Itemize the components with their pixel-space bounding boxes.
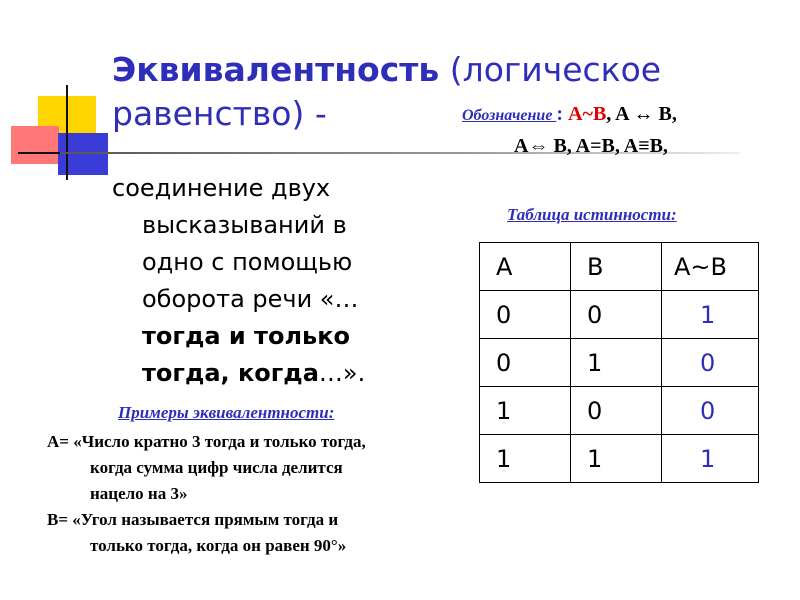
header-a: A xyxy=(480,243,571,291)
definition-line-1: соединение двух xyxy=(112,174,331,202)
cell-a: 0 xyxy=(480,291,571,339)
cell-result: 1 xyxy=(662,291,759,339)
truth-table-heading: Таблица истинности: xyxy=(507,205,677,224)
cell-result: 1 xyxy=(662,435,759,483)
title-term: Эквивалентность xyxy=(112,50,440,89)
example-a-line-2: когда сумма цифр числа делится xyxy=(90,458,343,477)
cell-a: 0 xyxy=(480,339,571,387)
definition-line-6 xyxy=(112,355,457,392)
cell-b: 0 xyxy=(571,291,662,339)
definition-text xyxy=(112,170,457,392)
cell-a: 1 xyxy=(480,435,571,483)
decorative-logo xyxy=(0,0,120,190)
example-b-line-2: только тогда, когда он равен 90°» xyxy=(90,536,347,555)
notation-label: Обозначение xyxy=(462,107,557,124)
definition-line-4: оборота речи «… xyxy=(142,285,359,313)
table-row xyxy=(480,435,759,483)
header-b: B xyxy=(571,243,662,291)
notation-line1-rest: , A ↔ B, xyxy=(606,103,677,125)
title-rest: (логическое равенство) - xyxy=(112,50,662,133)
examples-heading: Примеры эквивалентности: xyxy=(118,403,335,422)
cell-b: 0 xyxy=(571,387,662,435)
notation-colon: : xyxy=(556,103,564,125)
example-a-line-1: A= «Число кратно 3 тогда и только тогда, xyxy=(47,432,366,451)
definition-line-6-bold: тогда, когда xyxy=(142,359,319,387)
red-square xyxy=(11,126,59,164)
definition-line-6-tail: …». xyxy=(318,359,366,387)
definition-line-5: тогда и только xyxy=(142,322,350,350)
definition-line-3: одно с помощью xyxy=(142,248,353,276)
notation-block xyxy=(462,99,792,161)
notation-line2: A⇔ B, A=B, A≡B, xyxy=(514,135,668,157)
table-header-row xyxy=(480,243,759,291)
definition-line-2: высказываний в xyxy=(142,211,347,239)
cell-a: 1 xyxy=(480,387,571,435)
cell-result: 0 xyxy=(662,387,759,435)
notation-primary: A~B xyxy=(568,103,607,125)
table-row xyxy=(480,291,759,339)
example-b-line-1: B= «Угол называется прямым тогда и xyxy=(47,510,339,529)
example-a-line-3: нацело на 3» xyxy=(90,484,188,503)
cell-result: 0 xyxy=(662,339,759,387)
header-result: A~B xyxy=(662,243,759,291)
examples-list xyxy=(47,429,477,559)
table-row xyxy=(480,339,759,387)
table-row xyxy=(480,387,759,435)
cell-b: 1 xyxy=(571,339,662,387)
cell-b: 1 xyxy=(571,435,662,483)
truth-table xyxy=(479,242,759,483)
logo-vertical-line xyxy=(66,85,68,180)
